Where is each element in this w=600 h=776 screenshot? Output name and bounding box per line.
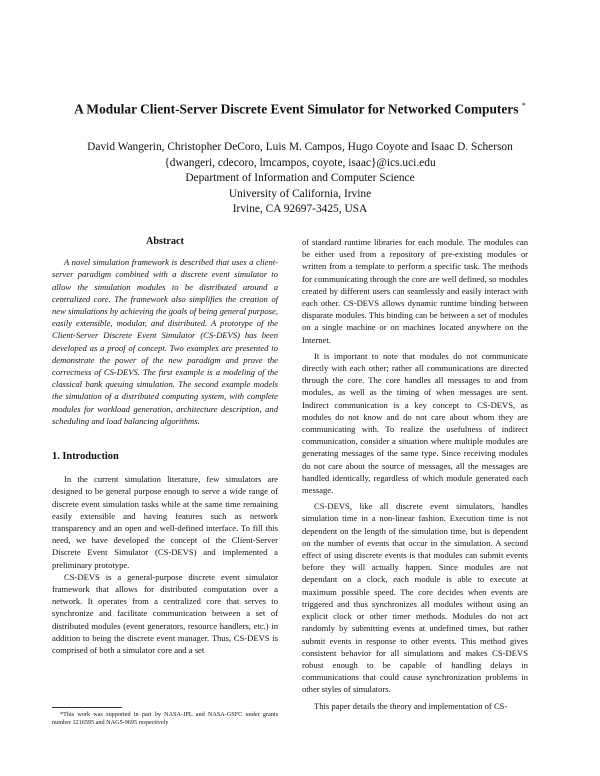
author-address: Irvine, CA 92697-3425, USA [232,203,368,215]
footnote-text: *This work was supported in part by NASA-JPL and NASA-GSFC under grants number 1216595 and NAG5-9695 respectively [52,711,278,727]
intro-paragraph-2: CS-DEVS is a general-purpose discrete event simulator framework that allows for distributed computation over a network. It operates from a centralized core that serves to synchronize and facilitate communication between a set of distributed modules (event generators, resource handlers, etc.) in addition to being the discrete event manager. Thus, CS-DEVS is comprised of both a simulator core and a set [52,571,278,656]
author-names: David Wangerin, Christopher DeCoro, Luis M. Campos, Hugo Coyote and Isaac D. Scherson [87,141,513,153]
paper-title [40,98,560,117]
author-department: Department of Information and Computer Science [185,172,415,184]
title-footnote-mark: * [521,101,526,110]
abstract-heading: Abstract [146,236,184,247]
author-block [40,140,560,218]
right-column [302,236,528,712]
right-paragraph-2: It is important to note that modules do not communicate directly with each other; rather all communications are directed through the core. The core handles all messages to and from modules, as well as the timing of when messages are sent. Indirect communication is a key concept to CS-DEVS, as modules do not know and do not care about whom they are communicating with. To realize the usefulness of indirect communication, consider a situation where multiple modules are generating messages of the same type. Since receiving modules do not care about the source of messages, all the messages are handled identically, regardless of which module generated each message. [302,350,528,496]
right-paragraph-1: of standard runtime libraries for each module. The modules can be either used from a repository of pre-existing modules or written from a template to perform a specific task. The methods for communicating through the core are well defined, so modules created by different users can seamlessly and easily interact with each other. CS-DEVS allows dynamic runtime binding between disparate modules. This binding can be between a set of modules on a single machine or on machines located anywhere on the Internet. [302,237,528,345]
section-heading-introduction: 1. Introduction [52,451,119,463]
author-university: University of California, Irvine [228,187,372,200]
left-column [52,236,278,656]
footnote [52,711,278,727]
title-text: A Modular Client-Server Discrete Event Simulator for Networked Computers [74,101,519,117]
intro-paragraph-1: In the current simulation literature, few simulators are designed to be general purpose enough to serve a wide range of discrete event simulation tasks while at the same time remaining easily extensible and having features such as network transparency and an open and well-defined interface. To fill this need, we have developed the concept of the Client-Server Discrete Event Simulator (CS-DEVS) and implemented a preliminary prototype. [52,474,278,570]
abstract-text: A novel simulation framework is described that uses a client-server paradigm combined with a discrete event simulator to allow the simulation modules to be distributed around a centralized core. The framework also simplifies the creation of new simulations by achieving the goals of being general purpose, easily extensible, modular, and distributed. A prototype of the Client-Server Discrete Event Simulator (CS-DEVS) has been developed as a proof of concept. Two examples are presented to demonstrate the power of the new paradigm and prove the correctness of CS-DEVS. The first example is a modeling of the classical bank queuing simulation. The second example models the simulation of a distributed computing system, with complete modules for workload generation, architecture description, and scheduling and load balancing algorithms. [52,257,278,426]
right-paragraph-3: CS-DEVS, like all discrete event simulators, handles simulation time in a non-linear fashion. Execution time is not dependent on the length of the simulation time, but is dependent on the number of events that occur in the simulation. A second effect of using discrete events is that modules can submit events before they will actually happen. Since modules are not dependant on a clock, each module is able to execute at maximum possible speed. The core decides when events are triggered and thus synchronizes all modules without using an explicit clock or other timer methods. Modules do not act randomly by submitting events at undefined times, but rather submit events in response to other events. This method gives consistent behavior for all simulations and makes CS-DEVS robust enough to be capable of handling delays in communications that could cause synchronization problems in other styles of simulators. [302,501,528,695]
footnote-rule [52,707,122,708]
author-emails: {dwangeri, cdecoro, lmcampos, coyote, isaac}@ics.uci.edu [164,156,436,169]
right-paragraph-4: This paper details the theory and implementation of CS- [314,700,508,711]
